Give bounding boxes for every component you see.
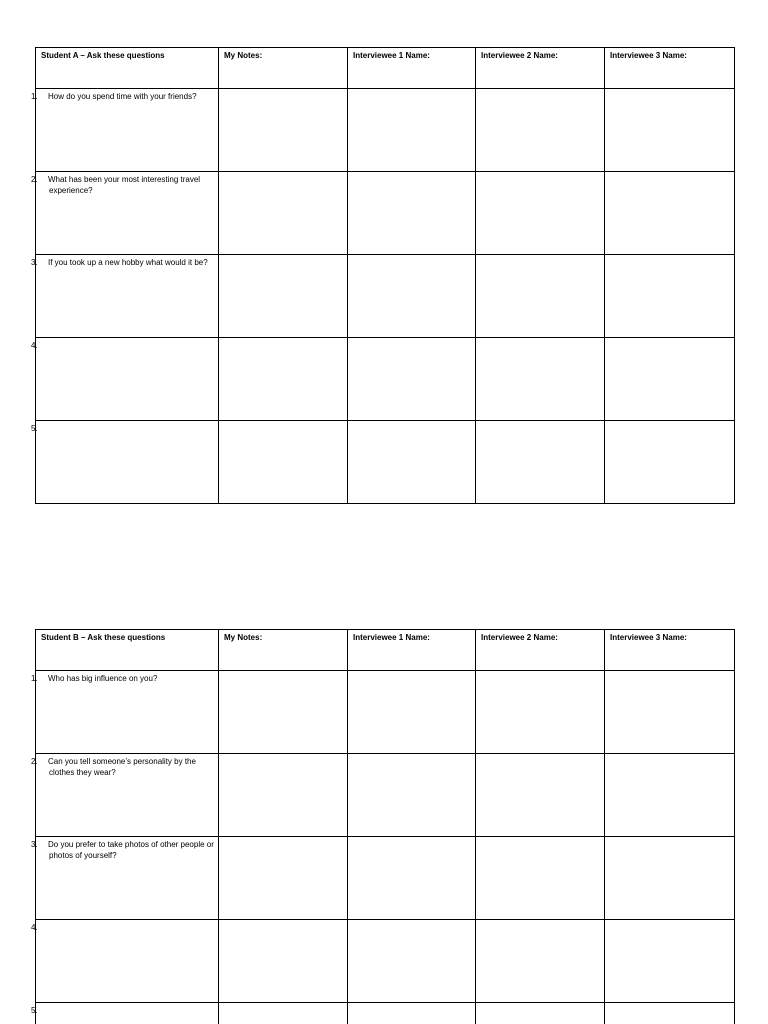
question-number: 4. <box>31 341 38 350</box>
interviewee-3-cell[interactable] <box>605 421 735 504</box>
interviewee-2-cell[interactable] <box>476 255 605 338</box>
question-cell <box>31 837 219 920</box>
interviewee-2-cell[interactable] <box>476 89 605 172</box>
question-number: 2. <box>31 757 38 766</box>
interviewee-3-cell[interactable] <box>605 338 735 421</box>
interviewee-1-cell[interactable] <box>348 172 476 255</box>
question-number: 5. <box>31 424 38 433</box>
interviewee-1-cell[interactable] <box>348 338 476 421</box>
interviewee-2-cell[interactable] <box>476 671 605 754</box>
interviewee-2-cell[interactable] <box>476 172 605 255</box>
interviewee-2-cell[interactable] <box>476 920 605 1003</box>
notes-cell[interactable] <box>219 920 348 1003</box>
question-number: 4. <box>31 923 38 932</box>
question-number: 2. <box>31 175 38 184</box>
notes-cell[interactable] <box>219 421 348 504</box>
question-row <box>36 421 735 504</box>
question-row <box>36 920 735 1003</box>
question-row <box>36 89 735 172</box>
student-a-table <box>31 47 735 504</box>
notes-cell[interactable] <box>219 1003 348 1024</box>
interviewee-3-cell[interactable] <box>605 255 735 338</box>
interviewee-3-cell[interactable] <box>605 89 735 172</box>
interviewee-3-cell[interactable] <box>605 920 735 1003</box>
question-cell[interactable] <box>31 1003 219 1024</box>
question-row <box>36 338 735 421</box>
interviewee-3-cell[interactable] <box>605 1003 735 1024</box>
interviewee-2-cell[interactable] <box>476 421 605 504</box>
question-cell <box>31 255 219 338</box>
header-questions: Student A – Ask these questions <box>36 48 219 89</box>
header-interviewee-1: Interviewee 1 Name: <box>348 48 476 89</box>
interviewee-3-cell[interactable] <box>605 754 735 837</box>
interviewee-2-cell[interactable] <box>476 338 605 421</box>
notes-cell[interactable] <box>219 172 348 255</box>
question-text: Can you tell someone’s personality by the clothes they wear? <box>48 757 196 777</box>
question-text: What has been your most interesting travel experience? <box>48 175 201 195</box>
question-cell[interactable] <box>31 338 219 421</box>
question-cell <box>31 754 219 837</box>
interviewee-1-cell[interactable] <box>348 754 476 837</box>
interviewee-2-cell[interactable] <box>476 1003 605 1024</box>
notes-cell[interactable] <box>219 671 348 754</box>
question-row <box>36 172 735 255</box>
question-number: 3. <box>31 258 38 267</box>
interviewee-2-cell[interactable] <box>476 754 605 837</box>
question-row <box>36 255 735 338</box>
question-row <box>36 671 735 754</box>
header-interviewee-3: Interviewee 3 Name: <box>605 630 735 671</box>
interviewee-3-cell[interactable] <box>605 671 735 754</box>
header-questions: Student B – Ask these questions <box>36 630 219 671</box>
question-number: 1. <box>31 92 38 101</box>
notes-cell[interactable] <box>219 837 348 920</box>
question-cell <box>31 172 219 255</box>
notes-cell[interactable] <box>219 338 348 421</box>
interviewee-3-cell[interactable] <box>605 837 735 920</box>
question-number: 5. <box>31 1006 38 1015</box>
question-cell <box>31 89 219 172</box>
interviewee-1-cell[interactable] <box>348 920 476 1003</box>
question-row <box>36 837 735 920</box>
interviewee-1-cell[interactable] <box>348 255 476 338</box>
question-text: If you took up a new hobby what would it be? <box>48 258 208 267</box>
question-number: 1. <box>31 674 38 683</box>
student-b-table <box>31 629 735 1024</box>
header-row <box>36 630 735 671</box>
notes-cell[interactable] <box>219 255 348 338</box>
question-cell[interactable] <box>31 920 219 1003</box>
interviewee-1-cell[interactable] <box>348 89 476 172</box>
question-row <box>36 1003 735 1024</box>
question-cell <box>31 671 219 754</box>
interviewee-2-cell[interactable] <box>476 837 605 920</box>
interviewee-1-cell[interactable] <box>348 671 476 754</box>
header-interviewee-2: Interviewee 2 Name: <box>476 48 605 89</box>
header-my-notes: My Notes: <box>219 48 348 89</box>
question-text: Who has big influence on you? <box>48 674 158 683</box>
header-row <box>36 48 735 89</box>
header-interviewee-1: Interviewee 1 Name: <box>348 630 476 671</box>
header-interviewee-3: Interviewee 3 Name: <box>605 48 735 89</box>
question-text: How do you spend time with your friends? <box>48 92 197 101</box>
interviewee-3-cell[interactable] <box>605 172 735 255</box>
notes-cell[interactable] <box>219 89 348 172</box>
interviewee-1-cell[interactable] <box>348 837 476 920</box>
question-row <box>36 754 735 837</box>
interviewee-1-cell[interactable] <box>348 421 476 504</box>
question-number: 3. <box>31 840 38 849</box>
question-text: Do you prefer to take photos of other people or photos of yourself? <box>48 840 214 860</box>
header-my-notes: My Notes: <box>219 630 348 671</box>
question-cell[interactable] <box>31 421 219 504</box>
interviewee-1-cell[interactable] <box>348 1003 476 1024</box>
notes-cell[interactable] <box>219 754 348 837</box>
header-interviewee-2: Interviewee 2 Name: <box>476 630 605 671</box>
